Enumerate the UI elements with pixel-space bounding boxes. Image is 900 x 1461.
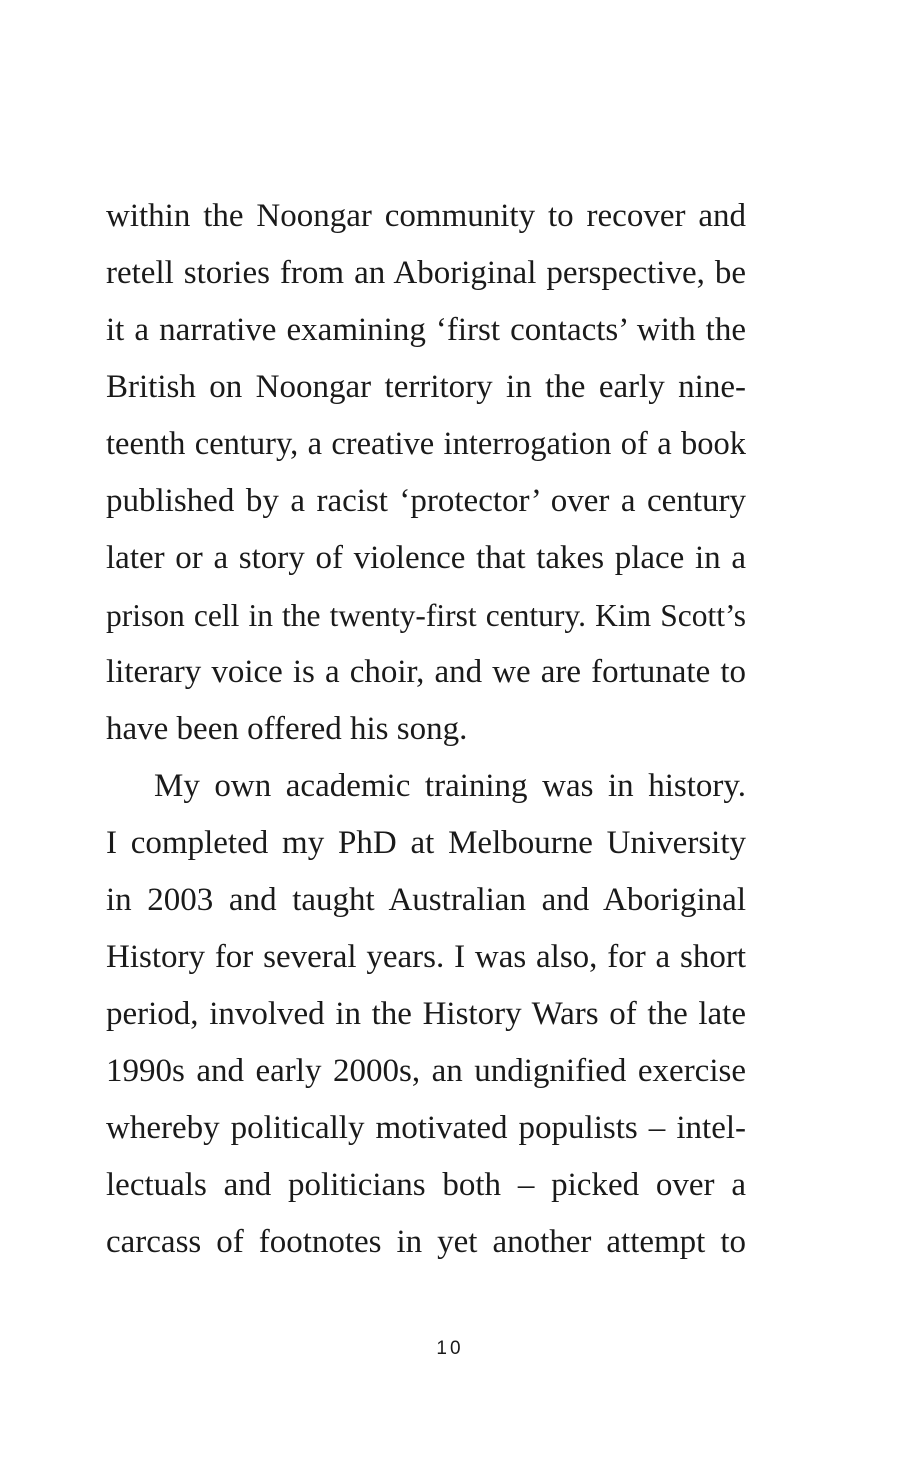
text-line: prison cell in the twenty-first century. Kim Scott’s (106, 598, 746, 633)
text-line: period, involved in the History Wars of the late (106, 996, 746, 1032)
text-line: literary voice is a choir, and we are fortunate to (106, 654, 746, 690)
body-text (106, 188, 746, 1271)
text-line: British on Noongar territory in the early nine- (106, 369, 746, 405)
paragraph-2 (106, 758, 746, 1271)
text-line: I completed my PhD at Melbourne University (106, 825, 746, 861)
text-line: whereby politically motivated populists – intel- (106, 1110, 746, 1146)
text-line: within the Noongar community to recover and (106, 198, 746, 234)
text-line: in 2003 and taught Australian and Aboriginal (106, 882, 746, 918)
text-line: published by a racist ‘protector’ over a century (106, 483, 746, 519)
text-line: retell stories from an Aboriginal perspective, be (106, 255, 746, 291)
page-number: 10 (436, 1338, 464, 1359)
text-line: History for several years. I was also, for a short (106, 939, 746, 975)
text-line: later or a story of violence that takes place in a (106, 540, 746, 576)
text-line: teenth century, a creative interrogation of a book (106, 426, 746, 462)
text-line: it a narrative examining ‘first contacts’ with the (106, 312, 746, 348)
paragraph-1 (106, 188, 746, 758)
text-line: My own academic training was in history. (154, 768, 746, 804)
text-line: lectuals and politicians both – picked over a (106, 1167, 746, 1203)
text-line: 1990s and early 2000s, an undignified exercise (106, 1053, 746, 1089)
text-line: have been offered his song. (106, 711, 468, 747)
text-line: carcass of footnotes in yet another attempt to (106, 1224, 746, 1260)
